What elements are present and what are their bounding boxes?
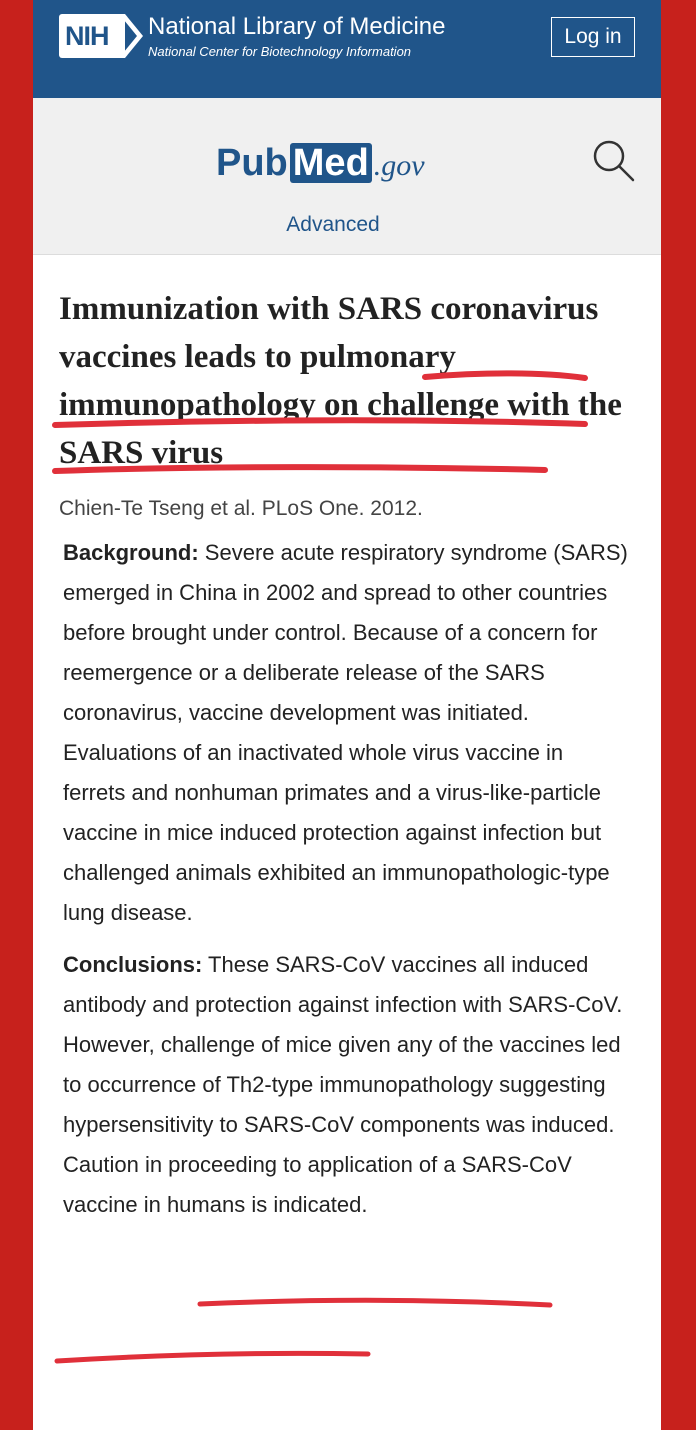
nih-subtitle: National Center for Biotechnology Information — [148, 44, 412, 59]
article-citation: Chien-Te Tseng et al. PLoS One. 2012. — [59, 497, 423, 520]
abstract-background — [63, 533, 631, 933]
pubmed-logo-pub: Pub — [216, 142, 288, 184]
abstract — [59, 533, 635, 1225]
conclusions-label: Conclusions: — [63, 952, 203, 977]
login-button[interactable]: Log in — [551, 17, 635, 57]
advanced-search-link[interactable]: Advanced — [286, 213, 380, 236]
pubmed-logo-med: Med — [290, 143, 372, 183]
nih-logo-chevron-icon — [119, 14, 145, 58]
pubmed-logo-gov: .gov — [373, 149, 425, 182]
background-text: Severe acute respiratory syndrome (SARS) emerged in China in 2002 and spread to other countries before brought under control. Because of a concern for reemergence or a deliberate release of the SARS coronavirus, vaccine development was initiated. Evaluations of an inactivated whole virus vaccine in ferrets and nonhuman primates and a virus-like-particle vaccine in mice induced protection against infection but challenged animals exhibited an immunopathologic-type lung disease. — [63, 540, 628, 925]
nih-header — [33, 0, 661, 98]
pubmed-logo[interactable] — [216, 142, 425, 202]
conclusions-text: These SARS-CoV vaccines all induced antibody and protection against infection with SARS-CoV. However, challenge of mice given any of the vaccines led to occurrence of Th2-type immunopathology suggesting hypersensitivity to SARS-CoV components was induced. Caution in proceeding to application of a SARS-CoV vaccine in humans is indicated. — [63, 952, 623, 1217]
abstract-conclusions — [63, 945, 631, 1225]
nih-logo[interactable] — [59, 14, 147, 58]
annotation-underline — [57, 1353, 368, 1361]
nih-logo-text: NIH — [59, 14, 125, 58]
article-content — [33, 285, 661, 1225]
pubmed-bar — [33, 98, 661, 255]
annotation-underline — [200, 1300, 550, 1305]
background-label: Background: — [63, 540, 199, 565]
phone-screen — [33, 0, 661, 1430]
search-icon[interactable] — [589, 136, 637, 184]
article-title[interactable]: Immunization with SARS coronavirus vaccines leads to pulmonary immunopathology on challenge with the SARS virus — [59, 291, 622, 471]
nih-title: National Library of Medicine — [148, 13, 446, 40]
